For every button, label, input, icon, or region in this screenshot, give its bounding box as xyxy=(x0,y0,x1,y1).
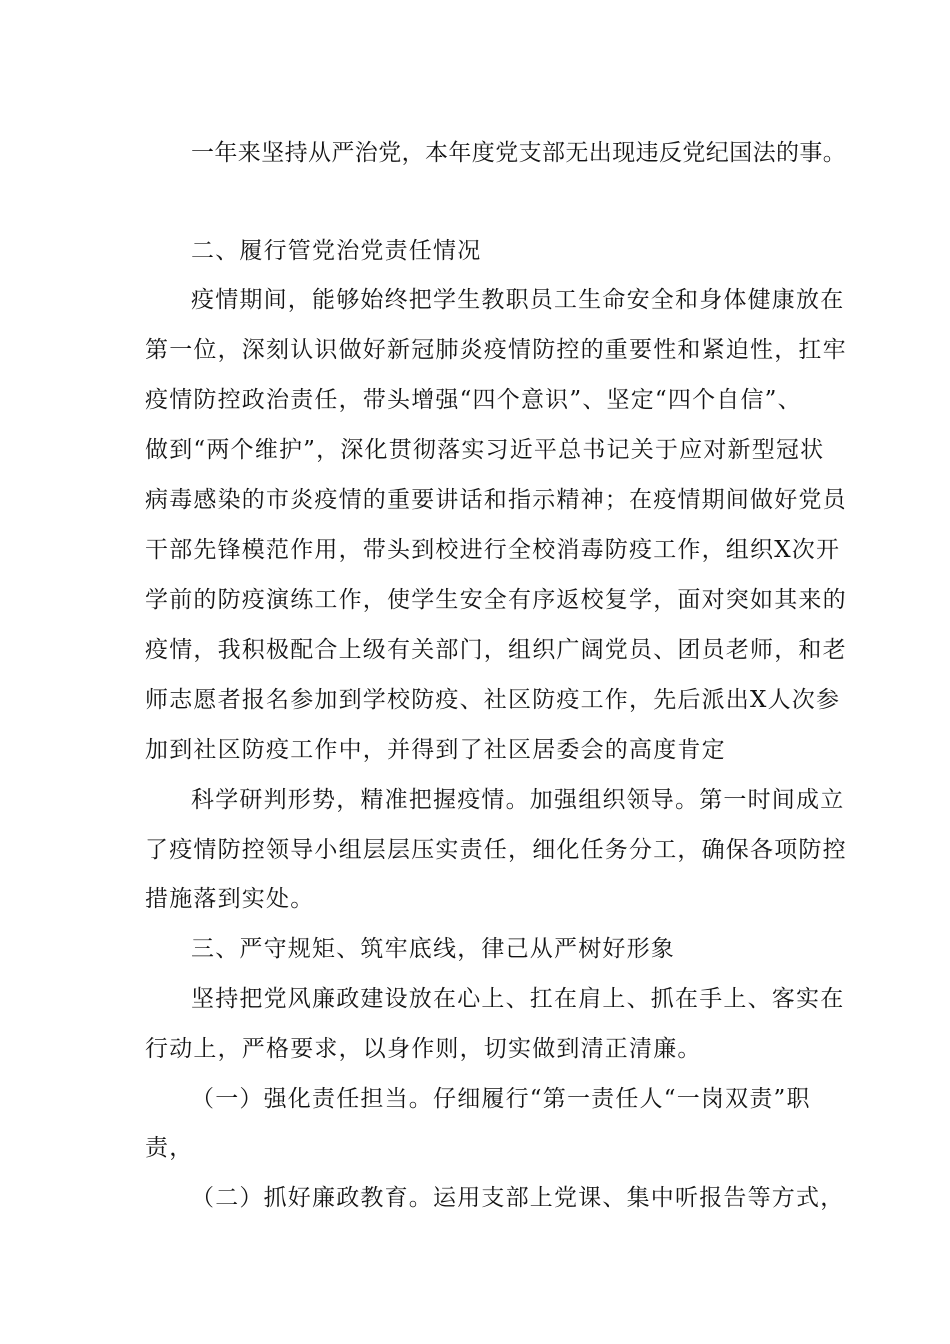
section-heading: 三、严守规矩、筑牢底线，律己从严树好形象 xyxy=(191,936,675,962)
paragraph-line: 做到“两个维护”，深化贯彻落实习近平总书记关于应对新型冠状 xyxy=(145,437,825,463)
paragraph-line: 师志愿者报名参加到学校防疫、社区防疫工作，先后派出X人次参 xyxy=(145,687,841,713)
paragraph-line: 疫情防控政治责任，带头增强“四个意识”、坚定“四个自信”、 xyxy=(145,387,802,413)
paragraph-line: 科学研判形势，精准把握疫情。加强组织领导。第一时间成立 xyxy=(191,787,845,813)
paragraph-line: 了疫情防控领导小组层层压实责任，细化任务分工，确保各项防控 xyxy=(145,837,847,863)
paragraph-line: 责， xyxy=(145,1135,194,1161)
paragraph-line: 一年来坚持从严治党，本年度党支部无出现违反党纪国法的事。 xyxy=(191,140,847,166)
paragraph-line: 疫情期间，能够始终把学生教职员工生命安全和身体健康放在 xyxy=(191,287,845,313)
paragraph-line: 疫情，我积极配合上级有关部门，组织广阔党员、团员老师，和老 xyxy=(145,637,847,663)
paragraph-line: 坚持把党风廉政建设放在心上、扛在肩上、抓在手上、客实在 xyxy=(191,986,845,1012)
paragraph-line: 学前的防疫演练工作，使学生安全有序返校复学，面对突如其来的 xyxy=(145,587,847,613)
paragraph-line: 病毒感染的市炎疫情的重要讲话和指示精神；在疫情期间做好党员 xyxy=(145,487,847,513)
paragraph-line: （一）强化责任担当。仔细履行“第一责任人“一岗双责”职 xyxy=(191,1086,811,1112)
section-heading: 二、履行管党治党责任情况 xyxy=(191,238,482,264)
paragraph-line: （二）抓好廉政教育。运用支部上党课、集中听报告等方式， xyxy=(191,1185,845,1211)
paragraph-line: 行动上，严格要求，以身作则，切实做到清正清廉。 xyxy=(145,1036,702,1062)
paragraph-line: 第一位，深刻认识做好新冠肺炎疫情防控的重要性和紧迫性，扛牢 xyxy=(145,337,847,363)
paragraph-line: 干部先锋模范作用，带头到校进行全校消毒防疫工作，组织X次开 xyxy=(145,537,841,563)
paragraph-line: 措施落到实处。 xyxy=(145,886,315,912)
paragraph-line: 加到社区防疫工作中，并得到了社区居委会的高度肯定 xyxy=(145,737,726,763)
